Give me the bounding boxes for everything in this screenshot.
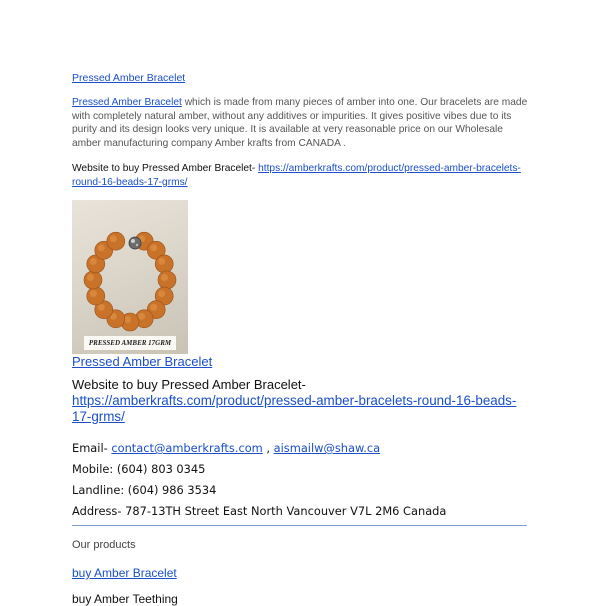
- bead-highlight: [90, 258, 97, 265]
- bead-highlight: [138, 313, 145, 320]
- bracelet-heading-link[interactable]: Pressed Amber Bracelet: [72, 354, 213, 369]
- buy-amber-bracelet-link[interactable]: buy Amber Bracelet: [72, 566, 177, 580]
- metal-spacer-bead: [129, 237, 141, 249]
- email-link-1[interactable]: contact@amberkrafts.com: [111, 441, 263, 455]
- website-label-2: Website to buy Pressed Amber Bracelet-: [72, 377, 306, 392]
- intro-link[interactable]: Pressed Amber Bracelet: [72, 97, 182, 108]
- landline-line: Landline: (604) 986 3534: [72, 483, 217, 497]
- website-line-2: [72, 377, 532, 425]
- amber-bead: [155, 255, 173, 273]
- image-caption: PRESSED AMBER 17GRM: [84, 336, 176, 350]
- email-link-2[interactable]: aismailw@shaw.ca: [273, 441, 381, 455]
- bead-highlight: [161, 274, 168, 281]
- bracelet-illustration: [72, 200, 188, 354]
- intro-text: which is made from many pieces of amber into one. Our bracelets are made with completely natural amber, without any additives or impurities. It gives positive vibes due to its purity and its design looks very unique. It is available at very reasonable price on our Wholesale amber manufacturing company Amber krafts from CANADA .: [72, 97, 528, 149]
- address-line: Address- 787-13TH Street East North Vancouver V7L 2M6 Canada: [72, 504, 447, 518]
- bead-highlight: [87, 274, 94, 281]
- bracelet-image: [72, 200, 188, 354]
- email-line: [72, 438, 446, 459]
- bead-highlight: [158, 258, 165, 265]
- contact-block: [72, 438, 446, 522]
- website-line-1: [72, 162, 528, 190]
- bead-highlight: [150, 244, 157, 251]
- our-products-label: Our products: [72, 539, 136, 551]
- bead-highlight: [158, 290, 165, 297]
- website-url-2[interactable]: https://amberkrafts.com/product/pressed-amber-bracelets-round-16-beads-17-grms/: [72, 393, 517, 424]
- amber-bead: [158, 271, 176, 289]
- amber-bead: [87, 287, 105, 305]
- website-url-1[interactable]: https://amberkrafts.com/product/pressed-amber-bracelets-round-16-beads-17-grms/: [72, 163, 521, 188]
- amber-bead: [84, 271, 102, 289]
- bead-highlight: [150, 304, 157, 311]
- title-link[interactable]: Pressed Amber Bracelet: [72, 72, 186, 84]
- bead-highlight: [98, 244, 105, 251]
- divider-line: [72, 525, 527, 526]
- email-separator: ,: [262, 441, 274, 455]
- amber-bead: [107, 232, 125, 250]
- bead-highlight: [90, 290, 97, 297]
- intro-paragraph: [72, 96, 528, 150]
- bead-highlight: [110, 235, 117, 242]
- website-label-1: Website to buy Pressed Amber Bracelet-: [72, 163, 259, 174]
- email-label: Email-: [72, 441, 112, 455]
- mobile-line: Mobile: (604) 803 0345: [72, 462, 206, 476]
- buy-amber-teething-link[interactable]: buy Amber Teething: [72, 592, 178, 606]
